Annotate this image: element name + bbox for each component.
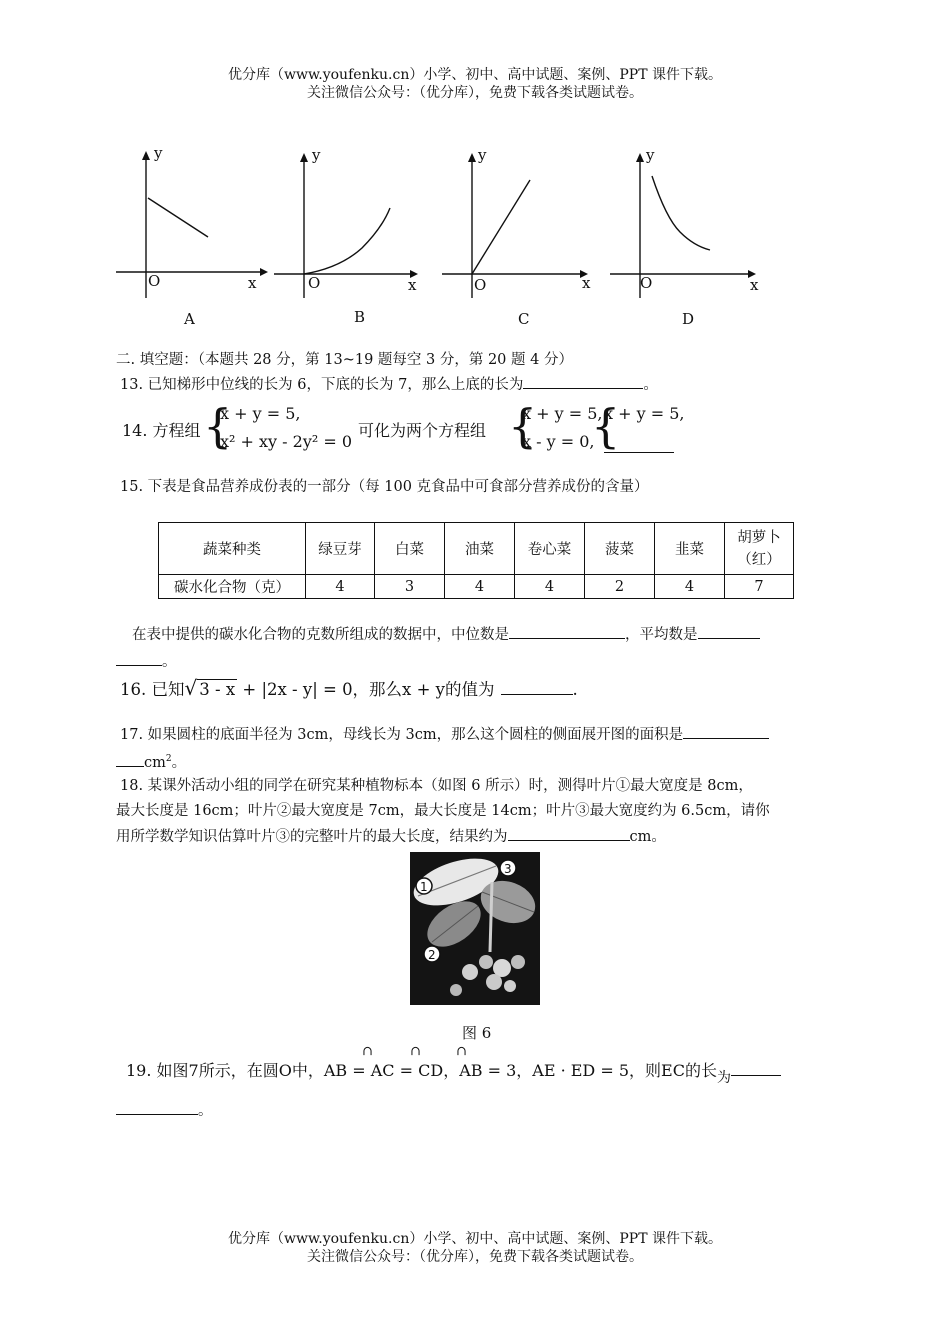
table-header-col-1: 绿豆芽 [306, 523, 375, 575]
graph-c [438, 140, 608, 330]
graph-b-origin-label: O [308, 274, 321, 292]
table-cell-4: 4 [515, 575, 585, 599]
graph-c-y-label: y [478, 146, 487, 164]
table-header-col-7-line1: 胡萝卜 [737, 529, 781, 546]
question-17 [120, 724, 769, 745]
q19-eq2: = [394, 1061, 419, 1080]
q16-rest: + |2x - y| = 0，那么x + y的值为 [237, 680, 495, 699]
q17-unit-sup: 2 [165, 754, 172, 764]
graph-a-origin-label: O [148, 272, 161, 290]
q17-unit: cm [144, 754, 166, 771]
q19-arc-cd: CD [418, 1061, 444, 1080]
q14-sys1-eq1: x + y = 5, [220, 404, 301, 423]
q18-unit: cm。 [629, 829, 666, 845]
graph-a-y-label: y [154, 144, 163, 162]
q15-question-line1 [132, 624, 760, 645]
q19-arc-ab: AB [323, 1061, 348, 1080]
graph-a-caption: A [184, 310, 195, 328]
graph-a-plot [112, 140, 282, 330]
q19-answer-blank[interactable] [731, 1061, 781, 1076]
graph-b-plot [270, 140, 440, 330]
figure-6-plant-specimen [410, 852, 540, 1005]
q17-answer-blank[interactable] [683, 724, 769, 739]
q15-mean-blank[interactable] [698, 624, 760, 639]
table-cell-1: 4 [306, 575, 375, 599]
page-footer-line2: 关注微信公众号：（优分库），免费下载各类试题试卷。 [307, 1249, 643, 1265]
q18-line3 [116, 826, 666, 847]
q16-answer-blank[interactable] [501, 680, 573, 695]
q18-line1: 18. 某课外活动小组的同学在研究某种植物标本（如图 6 所示）时，测得叶片①最大宽度是 8cm， [120, 778, 753, 794]
q19-line2 [116, 1100, 213, 1121]
graph-b-y-label: y [312, 146, 321, 164]
q17-text: 17. 如果圆柱的底面半径为 3cm，母线长为 3cm，那么这个圆柱的侧面展开图的面积是 [120, 727, 684, 743]
q19-answer-blank-cont[interactable] [116, 1100, 198, 1115]
q19-arc-ac: AC [370, 1061, 395, 1080]
q17-answer-blank-cont[interactable] [116, 752, 144, 767]
graph-c-x-label: x [582, 274, 591, 292]
q15-question-b: ，平均数是 [625, 627, 698, 643]
graph-a-x-label: x [248, 274, 257, 292]
q17-end: 。 [171, 754, 187, 771]
graph-c-caption: C [518, 310, 530, 328]
arc-mark-cd: ∩ [456, 1044, 467, 1059]
page-header-line1: 优分库（www.youfenku.cn）小学、初中、高中试题、案例、PPT 课件下载。 [227, 67, 722, 83]
q19-eq1: = [347, 1061, 371, 1080]
q18-line2: 最大长度是 16cm；叶片②最大宽度是 7cm，最大长度是 14cm；叶片③最大宽度约为 6.5cm，请你 [116, 803, 770, 819]
table-header-col-5: 菠菜 [585, 523, 655, 575]
figure-6-caption: 图 6 [462, 1024, 492, 1042]
graph-d-caption: D [682, 310, 695, 328]
section2-title: 二. 填空题：（本题共 28 分，第 13~19 题每空 3 分，第 20 题 4 分） [116, 352, 573, 368]
table-header-col-6: 韭菜 [655, 523, 725, 575]
q13-answer-blank[interactable] [523, 374, 643, 389]
nutrition-table-header-row [159, 523, 794, 575]
q19-tail: 为 [716, 1070, 731, 1086]
question-14 [120, 400, 840, 460]
q17-line2 [116, 749, 186, 773]
q14-sys1-eq2: x² + xy - 2y² = 0 [220, 432, 353, 451]
q19-end: 。 [198, 1103, 213, 1119]
q15-text: 15. 下表是食品营养成份表的一部分（每 100 克食品中可食部分营养成份的含量） [120, 479, 649, 495]
q19-rest: ，AB = 3，AE · ED = 5，则EC的长 [443, 1061, 717, 1080]
arc-mark-ac: ∩ [410, 1044, 421, 1059]
q14-answer-blank[interactable] [604, 438, 674, 453]
graph-c-origin-label: O [474, 276, 487, 294]
graph-b-x-label: x [408, 276, 417, 294]
table-header-col-4: 卷心菜 [515, 523, 585, 575]
graph-c-plot [438, 140, 608, 330]
graph-d-x-label: x [750, 276, 759, 294]
leaf-label-3: 3 [504, 862, 512, 876]
q14-sys2-eq1: x + y = 5, [522, 404, 603, 423]
leaf-illustration [410, 852, 540, 1005]
q15-median-blank[interactable] [509, 624, 625, 639]
q15-question-line2 [116, 651, 177, 672]
q14-prefix: 14. 方程组 [122, 421, 201, 440]
nutrition-table-data-row [159, 575, 794, 599]
q14-brace-3: { [591, 399, 621, 453]
graph-d [606, 140, 776, 330]
page-footer-line1: 优分库（www.youfenku.cn）小学、初中、高中试题、案例、PPT 课件下载。 [227, 1231, 722, 1247]
graph-a [112, 140, 282, 330]
question-19 [126, 1058, 781, 1086]
q14-brace-1: { [203, 399, 233, 453]
q14-sys2-eq2: x - y = 0, [522, 432, 595, 451]
q13-text: 13. 已知梯形中位线的长为 6，下底的长为 7，那么上底的长为 [120, 377, 524, 393]
table-header-col-7 [725, 523, 794, 575]
table-header-col-7-line2: （红） [737, 551, 781, 568]
q14-brace-2: { [508, 399, 538, 453]
arc-mark-ab: ∩ [362, 1044, 373, 1059]
table-cell-3: 4 [445, 575, 515, 599]
graph-b-caption: B [354, 308, 366, 326]
table-row-label: 碳水化合物（克） [159, 575, 306, 599]
table-header-col-3: 油菜 [445, 523, 515, 575]
table-header-col-2: 白菜 [375, 523, 445, 575]
q14-middle: 可化为两个方程组 [358, 421, 487, 440]
sqrt-icon: √ [184, 676, 198, 700]
table-cell-5: 2 [585, 575, 655, 599]
q15-mean-blank-cont[interactable] [116, 651, 162, 666]
q14-sys3-eq1: x + y = 5, [604, 404, 685, 423]
table-cell-2: 3 [375, 575, 445, 599]
graph-d-plot [606, 140, 776, 330]
q15-end: 。 [162, 654, 177, 670]
graph-d-y-label: y [646, 146, 655, 164]
question-13 [120, 374, 658, 395]
q18-answer-blank[interactable] [508, 826, 630, 841]
table-cell-7: 7 [725, 575, 794, 599]
question-16 [120, 676, 578, 700]
table-header-category: 蔬菜种类 [159, 523, 306, 575]
leaf-label-2: 2 [428, 948, 436, 962]
q15-question-a: 在表中提供的碳水化合物的克数所组成的数据中，中位数是 [132, 627, 509, 643]
q13-end: 。 [643, 377, 658, 393]
leaf-label-1: 1 [420, 880, 428, 894]
q16-prefix: 16. 已知 [120, 680, 185, 699]
graph-b [270, 140, 440, 330]
graph-d-origin-label: O [640, 274, 653, 292]
q18-line3-text: 用所学数学知识估算叶片③的完整叶片的最大长度，结果约为 [116, 829, 508, 845]
table-cell-6: 4 [655, 575, 725, 599]
page-header-line2: 关注微信公众号：（优分库），免费下载各类试题试卷。 [307, 85, 643, 101]
q19-prefix: 19. 如图7所示，在圆O中， [126, 1061, 324, 1080]
nutrition-table [158, 522, 794, 599]
q16-end: . [572, 680, 578, 699]
q16-radicand: 3 - x [199, 680, 236, 699]
